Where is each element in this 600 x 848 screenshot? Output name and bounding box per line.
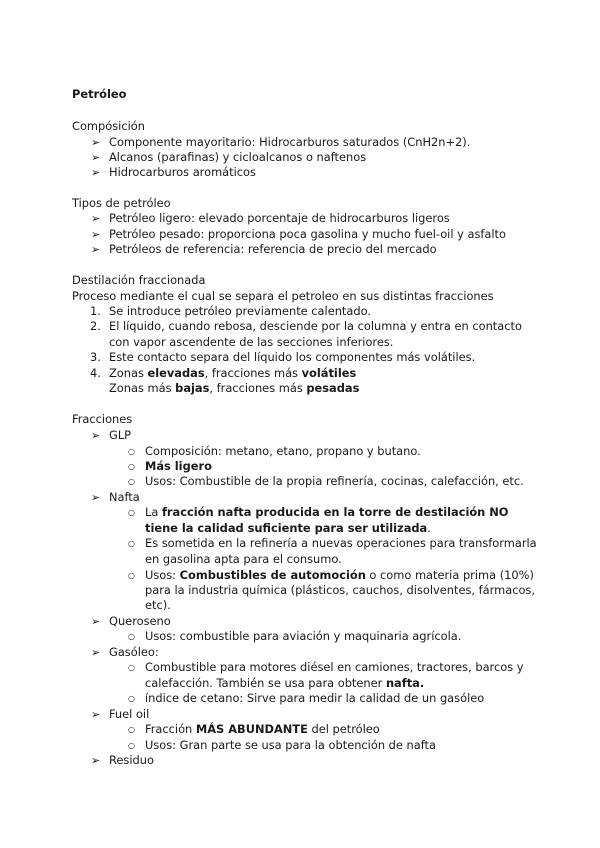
circle-bullet-icon: ○ — [128, 694, 135, 703]
list-item: Usos: Combustibles de automoción o como materia prima (10%) — [145, 568, 534, 582]
arrow-bullet-icon: ➢ — [91, 166, 101, 179]
circle-bullet-icon: ○ — [128, 539, 135, 548]
list-item: Petróleos de referencia: referencia de precio del mercado — [109, 242, 437, 256]
fraction-label: Nafta — [109, 490, 140, 504]
fraction-label: Residuo — [109, 753, 154, 767]
section-heading-tipos: Tipos de petróleo — [72, 196, 171, 210]
arrow-bullet-icon: ➢ — [91, 491, 101, 504]
circle-bullet-icon: ○ — [128, 462, 135, 471]
fraction-label: Queroseno — [109, 614, 171, 628]
circle-bullet-icon: ○ — [128, 632, 135, 641]
list-item: Composición: metano, etano, propano y butano. — [145, 444, 421, 458]
circle-bullet-icon: ○ — [128, 571, 135, 580]
list-item: Fracción MÁS ABUNDANTE del petróleo — [145, 722, 380, 736]
arrow-bullet-icon: ➢ — [91, 754, 101, 767]
fraction-label: Fuel oil — [109, 707, 150, 721]
step-text: Zonas elevadas, fracciones más volátiles — [109, 366, 357, 380]
step-text: Este contacto separa del líquido los componentes más volátiles. — [109, 350, 476, 364]
section-heading-fracciones: Fracciones — [72, 412, 133, 426]
arrow-bullet-icon: ➢ — [91, 708, 101, 721]
circle-bullet-icon: ○ — [128, 741, 135, 750]
step-text: Se introduce petróleo previamente calentado. — [109, 304, 371, 318]
arrow-bullet-icon: ➢ — [91, 212, 101, 225]
section-intro: Proceso mediante el cual se separa el petroleo en sus distintas fracciones — [72, 289, 494, 303]
section-heading-composicion: Compósición — [72, 119, 145, 133]
list-item: índice de cetano: Sirve para medir la calidad de un gasóleo — [145, 691, 485, 705]
step-text: El líquido, cuando rebosa, desciende por la columna y entra en contacto — [109, 319, 522, 333]
circle-bullet-icon: ○ — [128, 447, 135, 456]
list-item: Alcanos (parafinas) y cicloalcanos o naftenos — [109, 150, 367, 164]
section-heading-destilacion: Destilación fraccionada — [72, 273, 206, 287]
arrow-bullet-icon: ➢ — [91, 429, 101, 442]
step-number: 4. — [90, 366, 101, 380]
list-item: Combustible para motores diésel en camiones, tractores, barcos y — [145, 660, 524, 674]
arrow-bullet-icon: ➢ — [91, 646, 101, 659]
list-item: Usos: Gran parte se usa para la obtención de nafta — [145, 738, 436, 752]
fraction-label: Gasóleo: — [109, 645, 159, 659]
circle-bullet-icon: ○ — [128, 508, 135, 517]
arrow-bullet-icon: ➢ — [91, 243, 101, 256]
list-item: Usos: Combustible de la propia refinería, cocinas, calefacción, etc. — [145, 474, 524, 488]
circle-bullet-icon: ○ — [128, 663, 135, 672]
list-item: calefacción. También se usa para obtener nafta. — [145, 676, 425, 690]
arrow-bullet-icon: ➢ — [91, 615, 101, 628]
list-item: para la industria química (plásticos, cauchos, disolventes, fármacos, — [145, 583, 535, 597]
list-item: Petróleo pesado: proporciona poca gasolina y mucho fuel-oil y asfalto — [109, 227, 506, 241]
list-item: Componente mayoritario: Hidrocarburos saturados (CnH2n+2). — [109, 135, 471, 149]
list-item: tiene la calidad suficiente para ser utilizada. — [145, 521, 431, 535]
circle-bullet-icon: ○ — [128, 725, 135, 734]
page-title: Petróleo — [72, 87, 127, 101]
step-number: 1. — [90, 304, 101, 318]
circle-bullet-icon: ○ — [128, 477, 135, 486]
step-number: 2. — [90, 319, 101, 333]
list-item: Petróleo ligero: elevado porcentaje de hidrocarburos ligeros — [109, 211, 450, 225]
list-item: en gasolina apta para el consumo. — [145, 552, 342, 566]
arrow-bullet-icon: ➢ — [91, 151, 101, 164]
list-item: Es sometida en la refinería a nuevas operaciones para transformarla — [145, 536, 537, 550]
list-item: La fracción nafta producida en la torre de destilación NO — [145, 505, 509, 519]
list-item: Usos: combustible para aviación y maquinaria agrícola. — [145, 629, 462, 643]
step-text: con vapor ascendente de las secciones inferiores. — [109, 335, 394, 349]
list-item: etc). — [145, 598, 171, 612]
step-text: Zonas más bajas, fracciones más pesadas — [109, 381, 360, 395]
list-item: Hidrocarburos aromáticos — [109, 165, 256, 179]
list-item: Más ligero — [145, 459, 212, 473]
step-number: 3. — [90, 350, 101, 364]
arrow-bullet-icon: ➢ — [91, 136, 101, 149]
arrow-bullet-icon: ➢ — [91, 228, 101, 241]
fraction-label: GLP — [109, 428, 132, 442]
